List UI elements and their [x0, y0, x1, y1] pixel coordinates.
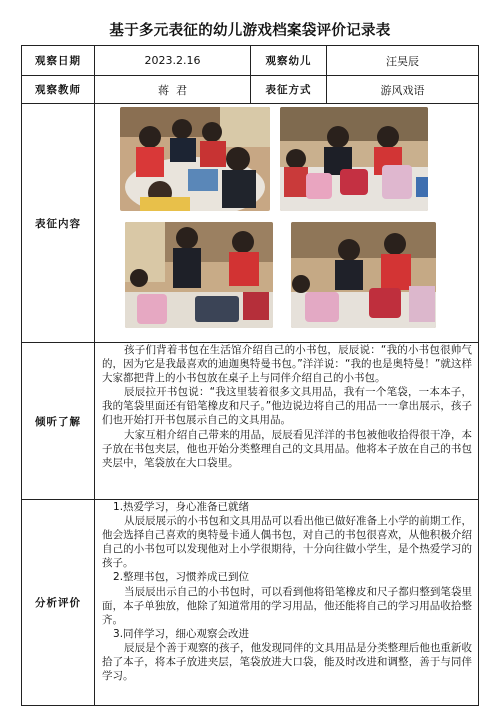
child-label: 观察幼儿	[251, 46, 327, 76]
analysis-body: 从辰辰展示的小书包和文具用品可以看出他已做好准备上小学的前期工作，他会选择自己喜欢的奥特曼卡通人偶书包，对自己的书包很喜欢，从他积极介绍自己的小书包可以发现他对上小学很期待，十分向往做小学生，是个热爱学习的孩子。	[102, 515, 472, 570]
row-teacher	[22, 76, 479, 104]
row-date	[22, 46, 479, 76]
method-label: 表征方式	[251, 76, 327, 104]
analysis-heading: 3.同伴学习，细心观察会改进	[113, 627, 250, 640]
row-listen	[22, 343, 479, 500]
listen-label: 倾听了解	[22, 343, 95, 500]
analysis-body: 当辰辰出示自己的小书包时，可以看到他将铅笔橡皮和尺子都归整到笔袋里面，本子单独放，他除了知道常用的学习用品，他还能将自己的学习用品收拾整齐。	[102, 585, 472, 626]
listen-paragraph: 辰辰拉开书包说：“我这里装着很多文具用品，我有一个笔袋，一本本子，我的笔袋里面还有铅笔橡皮和尺子。”他边说边将自己的用品一一拿出展示，孩子们也开始打开书包展示自己的文具用品。	[102, 386, 472, 427]
classroom-photo-3	[125, 222, 273, 328]
record-table	[21, 45, 479, 706]
photo-grid	[95, 104, 479, 343]
child-value: 汪昊辰	[327, 46, 479, 76]
analysis-label: 分析评价	[22, 500, 95, 706]
classroom-photo-2	[280, 107, 428, 211]
row-analysis	[22, 500, 479, 706]
analysis-heading: 1.热爱学习，身心准备已就绪	[113, 501, 250, 513]
listen-text	[95, 343, 479, 500]
analysis-heading: 2.整理书包，习惯养成已到位	[113, 571, 250, 584]
listen-paragraph: 大家互相介绍自己带来的用品，辰辰看见洋洋的书包被他收拾得很干净，本子放在书包夹层，他也开始分类整理自己的文具用品。他将本子放在自己的书包夹层中，笔袋放在大口袋里。	[102, 428, 472, 469]
classroom-photo-4	[291, 222, 436, 328]
listen-paragraph: 孩子们背着书包在生活馆介绍自己的小书包，辰辰说：“我的小书包很帅气的，因为它是我最喜欢的迪迦奥特曼书包。”洋洋说：“我的也是奥特曼！”就这样大家都把背上的小书包放在桌子上与同伴介绍自己的小书包。	[102, 344, 472, 385]
date-label: 观察日期	[22, 46, 95, 76]
teacher-label: 观察教师	[22, 76, 95, 104]
date-value: 2023.2.16	[95, 46, 251, 76]
teacher-value: 蒋 君	[95, 76, 251, 104]
content-label: 表征内容	[22, 104, 95, 343]
analysis-text	[95, 500, 479, 706]
page-title: 基于多元表征的幼儿游戏档案袋评价记录表	[109, 23, 391, 39]
row-content	[22, 104, 479, 343]
method-value: 游风戏语	[327, 76, 479, 104]
analysis-body: 辰辰是个善于观察的孩子，他发现同伴的文具用品是分类整理后他也重新收拾了本子，将本子放进夹层，笔袋放进大口袋，能及时改进和调整，善于与同伴学习。	[102, 641, 472, 683]
classroom-photo-1	[120, 107, 270, 211]
